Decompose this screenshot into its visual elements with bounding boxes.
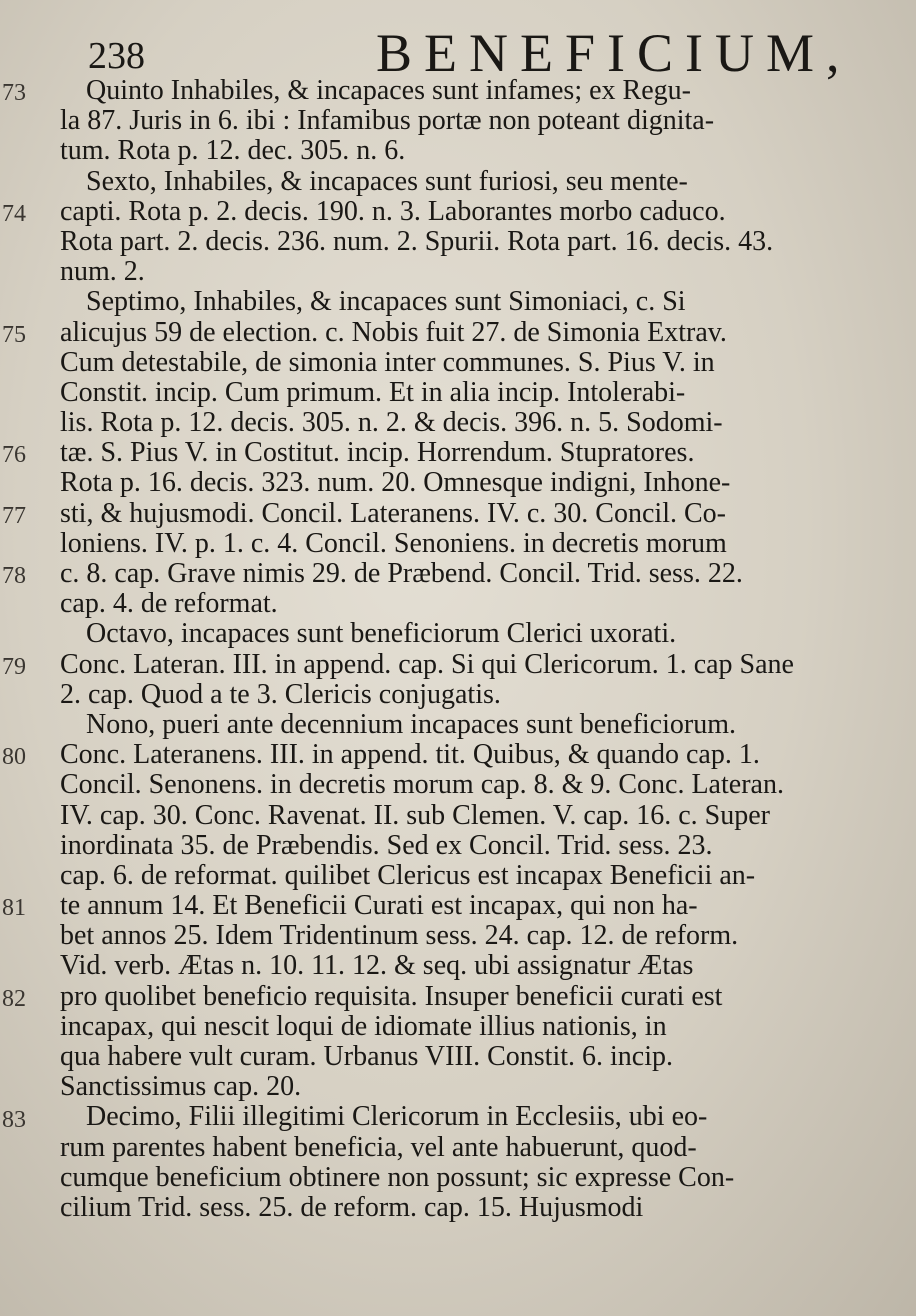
margin-paragraph-number: 80: [2, 744, 26, 771]
text-line: tæ. S. Pius V. in Costitut. incip. Horrendum. Stupratores.: [60, 438, 695, 469]
text-line: Septimo, Inhabiles, & incapaces sunt Simoniaci, c. Si: [86, 287, 686, 318]
text-line: num. 2.: [60, 257, 145, 288]
text-line: capti. Rota p. 2. decis. 190. n. 3. Laborantes morbo caduco.: [60, 196, 726, 227]
running-title: BENEFICIUM,: [376, 23, 852, 83]
text-line: Decimo, Filii illegitimi Clericorum in Ecclesiis, ubi eo-: [86, 1102, 708, 1133]
margin-paragraph-number: 81: [2, 895, 26, 922]
text-line: Rota part. 2. decis. 236. num. 2. Spurii. Rota part. 16. decis. 43.: [60, 226, 774, 257]
text-line: loniens. IV. p. 1. c. 4. Concil. Senoniens. in decretis morum: [60, 528, 727, 559]
text-line: bet annos 25. Idem Tridentinum sess. 24. cap. 12. de reform.: [60, 921, 739, 952]
margin-paragraph-number: 75: [2, 321, 26, 348]
text-line: cap. 4. de reformat.: [60, 589, 278, 620]
text-line: pro quolibet beneficio requisita. Insuper beneficii curati est: [60, 981, 723, 1012]
text-line: Sanctissimus cap. 20.: [60, 1072, 302, 1103]
text-line: Nono, pueri ante decennium incapaces sunt beneficiorum.: [86, 709, 736, 740]
text-line: c. 8. cap. Grave nimis 29. de Præbend. Concil. Trid. sess. 22.: [60, 559, 743, 589]
text-line: incapax, qui nescit loqui de idiomate illius nationis, in: [60, 1011, 667, 1042]
text-line: Quinto Inhabiles, & incapaces sunt infames; ex Regu-: [86, 76, 691, 106]
text-line: IV. cap. 30. Conc. Ravenat. II. sub Clemen. V. cap. 16. c. Super: [60, 800, 770, 831]
text-line: te annum 14. Et Beneficii Curati est incapax, qui non ha-: [60, 891, 698, 922]
text-line: Octavo, incapaces sunt beneficiorum Clerici uxorati.: [86, 619, 677, 650]
text-line: Constit. incip. Cum primum. Et in alia incip. Intolerabi-: [60, 377, 686, 408]
text-line: cumque beneficium obtinere non possunt; sic expresse Con-: [60, 1162, 735, 1193]
margin-paragraph-number: 74: [2, 200, 26, 227]
page-header: [80, 18, 916, 83]
page-number: 238: [88, 35, 145, 77]
margin-paragraph-number: 83: [2, 1106, 26, 1133]
text-line: 2. cap. Quod a te 3. Clericis conjugatis.: [60, 679, 501, 710]
text-line: Conc. Lateran. III. in append. cap. Si qui Clericorum. 1. cap Sane: [60, 649, 794, 680]
margin-paragraph-number: 76: [2, 442, 26, 469]
margin-paragraph-number: 73: [2, 80, 26, 106]
margin-paragraph-number: 82: [2, 986, 26, 1012]
margin-paragraph-number: 78: [2, 563, 26, 590]
text-line: sti, & hujusmodi. Concil. Lateranens. IV. c. 30. Concil. Co-: [60, 498, 726, 529]
text-line: Vid. verb. Ætas n. 10. 11. 12. & seq. ubi assignatur Ætas: [60, 951, 694, 982]
text-line: qua habere vult curam. Urbanus VIII. Constit. 6. incip.: [60, 1042, 674, 1072]
body-text: [2, 76, 904, 1223]
margin-paragraph-number: 77: [2, 502, 26, 529]
margin-paragraph-number: 79: [2, 653, 26, 680]
text-line: Concil. Senonens. in decretis morum cap. 8. & 9. Conc. Lateran.: [60, 770, 784, 801]
text-line: la 87. Juris in 6. ibi : Infamibus portæ non poteant dignita-: [60, 106, 715, 137]
text-line: cap. 6. de reformat. quilibet Clericus est incapax Beneficii an-: [60, 860, 756, 891]
text-line: inordinata 35. de Præbendis. Sed ex Concil. Trid. sess. 23.: [60, 830, 713, 861]
text-line: Conc. Lateranens. III. in append. tit. Quibus, & quando cap. 1.: [60, 740, 760, 771]
text-line: Cum detestabile, de simonia inter communes. S. Pius V. in: [60, 347, 715, 378]
text-line: Sexto, Inhabiles, & incapaces sunt furiosi, seu mente-: [86, 166, 688, 197]
text-line: cilium Trid. sess. 25. de reform. cap. 15. Hujusmodi: [60, 1192, 644, 1223]
text-line: lis. Rota p. 12. decis. 305. n. 2. & decis. 396. n. 5. Sodomi-: [60, 408, 723, 439]
text-line: Rota p. 16. decis. 323. num. 20. Omnesque indigni, Inhone-: [60, 468, 731, 499]
text-line: rum parentes habent beneficia, vel ante habuerunt, quod-: [60, 1132, 697, 1163]
text-line: alicujus 59 de election. c. Nobis fuit 27. de Simonia Extrav.: [60, 317, 727, 348]
text-line: tum. Rota p. 12. dec. 305. n. 6.: [60, 136, 406, 167]
